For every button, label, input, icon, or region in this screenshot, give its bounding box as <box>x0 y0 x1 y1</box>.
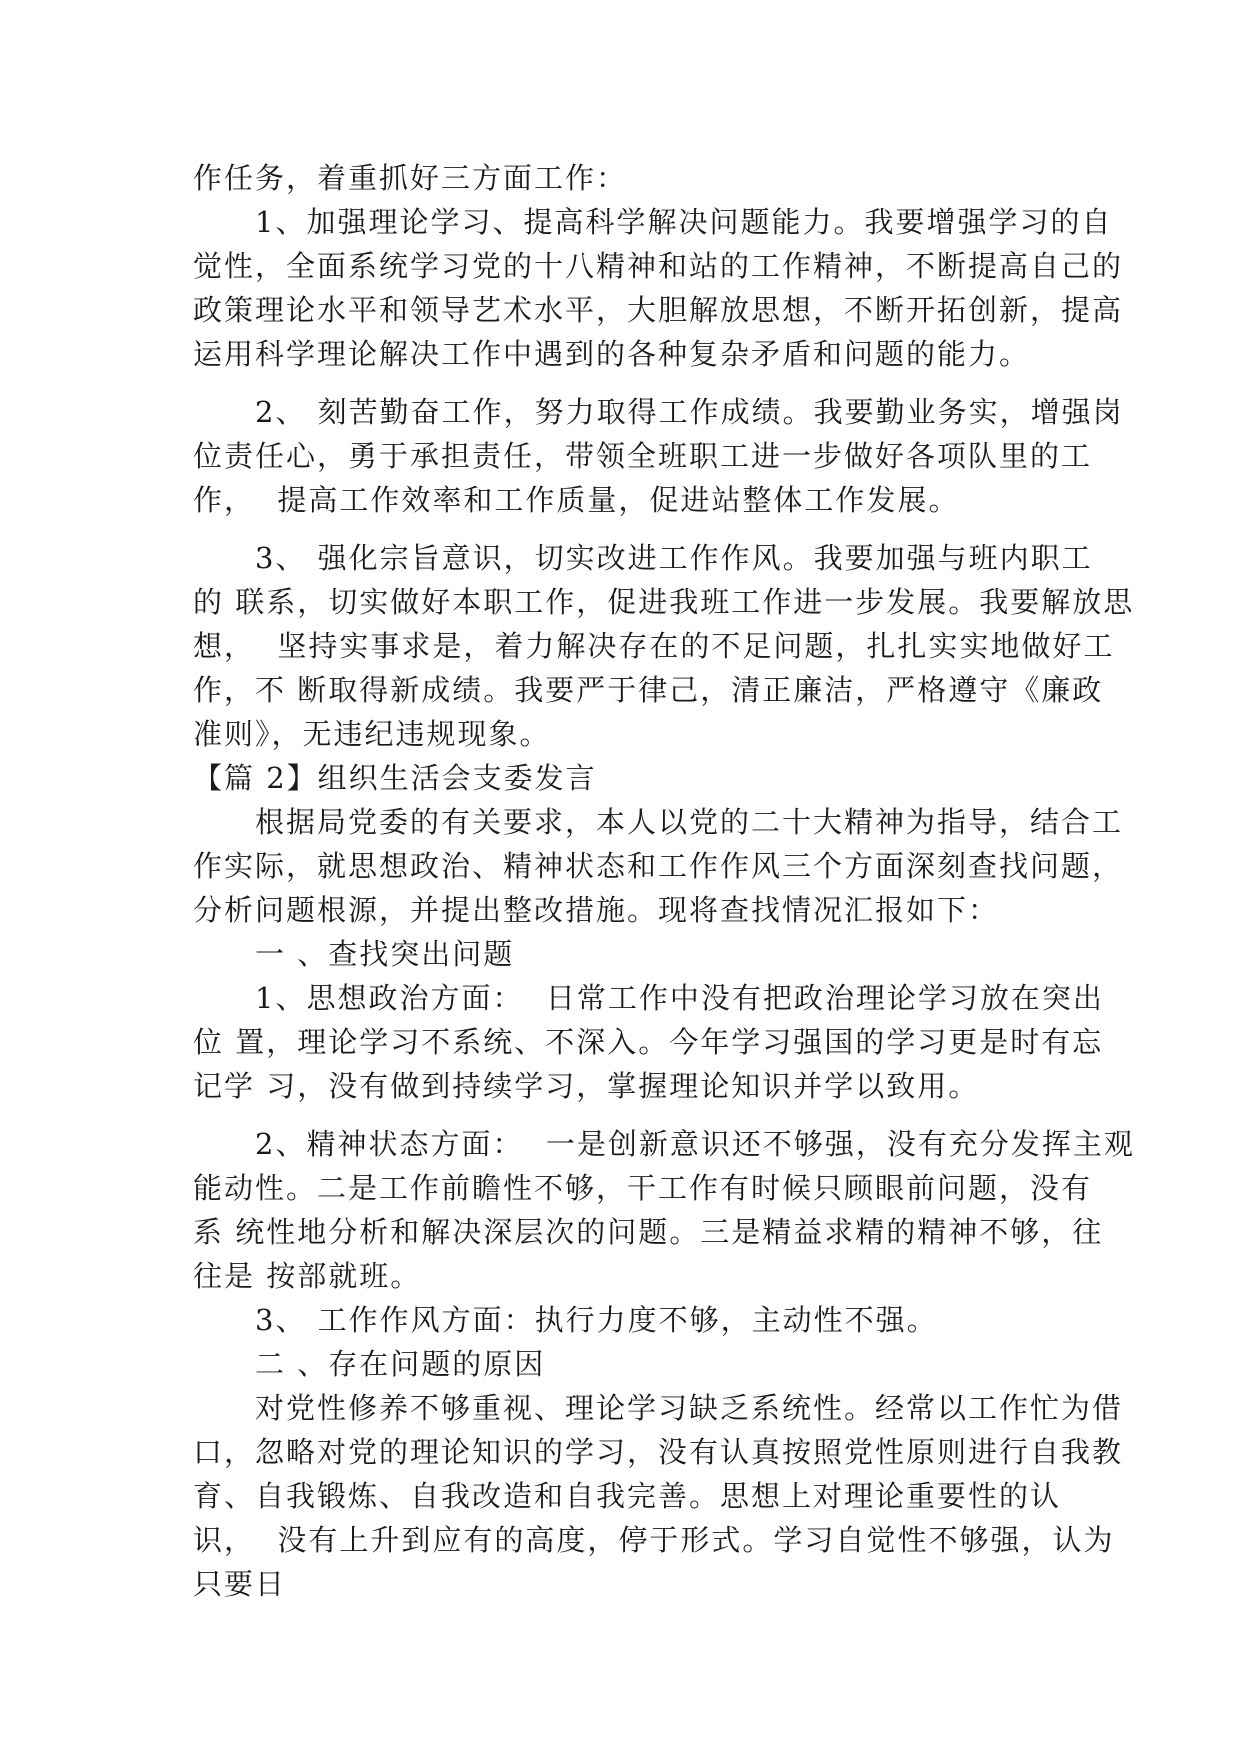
paragraph-item-2 <box>193 390 1124 522</box>
paragraph-opening <box>193 800 1124 932</box>
text-line: 分析问题根源，并提出整改措施。现将查找情况汇报如下： <box>193 893 1000 927</box>
paragraph-problem-2 <box>193 1122 1135 1298</box>
paragraph-item-1 <box>193 200 1124 376</box>
text-line: 1、加强理论学习、提高科学解决问题能力。我要增强学习的自 <box>193 205 1113 239</box>
paragraph-problem-3 <box>193 1298 1068 1342</box>
subheading-text: 二 、存在问题的原因 <box>193 1347 546 1381</box>
text-line: 作实际，就思想政治、精神状态和工作作风三个方面深刻查找问题， <box>193 849 1124 883</box>
document-body <box>193 156 1135 1606</box>
text-line: 政策理论水平和领导艺术水平，大胆解放思想，不断开拓创新，提高 <box>193 293 1124 327</box>
section-title: 【篇 2】组织生活会支委发言 <box>193 761 597 795</box>
text-line: 2、精神状态方面： 一是创新意识还不够强，没有充分发挥主观 <box>193 1127 1135 1161</box>
text-line: 3、 强化宗旨意识，切实改进工作作风。我要加强与班内职工 <box>193 541 1093 575</box>
text-line: 觉性，全面系统学习党的十八精神和站的工作精神，不断提高自己的 <box>193 249 1124 283</box>
text-line: 对党性修养不够重视、理论学习缺乏系统性。经常以工作忙为借 <box>193 1391 1124 1425</box>
text-line: 系 统性地分析和解决深层次的问题。三是精益求精的精神不够，往 <box>193 1215 1104 1249</box>
paragraph-intro-tail <box>193 156 1068 200</box>
text-line: 能动性。二是工作前瞻性不够，干工作有时候只顾眼前问题，没有 <box>193 1171 1093 1205</box>
text-line: 育、自我锻炼、自我改造和自我完善。思想上对理论重要性的认 <box>193 1479 1062 1513</box>
text-line: 只要日 <box>193 1567 287 1601</box>
text-line: 往是 按部就班。 <box>193 1259 422 1293</box>
text-line: 准则》，无违纪违规现象。 <box>193 717 551 751</box>
text-line: 的 联系，切实做好本职工作，促进我班工作进一步发展。我要解放思 <box>193 585 1135 619</box>
paragraph-cause <box>193 1386 1124 1606</box>
paragraph-problem-1 <box>193 976 1104 1108</box>
subheading-causes <box>193 1342 1068 1386</box>
text-line: 口，忽略对党的理论知识的学习，没有认真按照党性原则进行自我教 <box>193 1435 1124 1469</box>
text-line: 运用科学理论解决工作中遇到的各种复杂矛盾和问题的能力。 <box>193 337 1031 371</box>
subheading-text: 一 、查找突出问题 <box>193 937 515 971</box>
text-line: 位责任心，勇于承担责任，带领全班职工进一步做好各项队里的工 <box>193 439 1093 473</box>
section-heading <box>193 756 1068 800</box>
text-line: 识， 没有上升到应有的高度，停于形式。学习自觉性不够强，认为 <box>193 1523 1115 1557</box>
text-line: 根据局党委的有关要求，本人以党的二十大精神为指导，结合工 <box>193 805 1124 839</box>
text-line: 作， 提高工作效率和工作质量，促进站整体工作发展。 <box>193 483 960 517</box>
text-line: 2、 刻苦勤奋工作，努力取得工作成绩。我要勤业务实，增强岗 <box>193 395 1124 429</box>
text-line: 记学 习，没有做到持续学习，掌握理论知识并学以致用。 <box>193 1069 980 1103</box>
paragraph-item-3 <box>193 536 1135 756</box>
subheading-problems <box>193 932 1068 976</box>
text-line: 想， 坚持实事求是，着力解决存在的不足问题，扎扎实实地做好工 <box>193 629 1115 663</box>
text-line: 作，不 断取得新成绩。我要严于律己，清正廉洁，严格遵守《廉政 <box>193 673 1104 707</box>
text-line: 1、思想政治方面： 日常工作中没有把政治理论学习放在突出 <box>193 981 1104 1015</box>
text-line: 3、 工作作风方面：执行力度不够，主动性不强。 <box>193 1303 938 1337</box>
text-line: 位 置，理论学习不系统、不深入。今年学习强国的学习更是时有忘 <box>193 1025 1104 1059</box>
text-line: 作任务，着重抓好三方面工作： <box>193 161 628 195</box>
